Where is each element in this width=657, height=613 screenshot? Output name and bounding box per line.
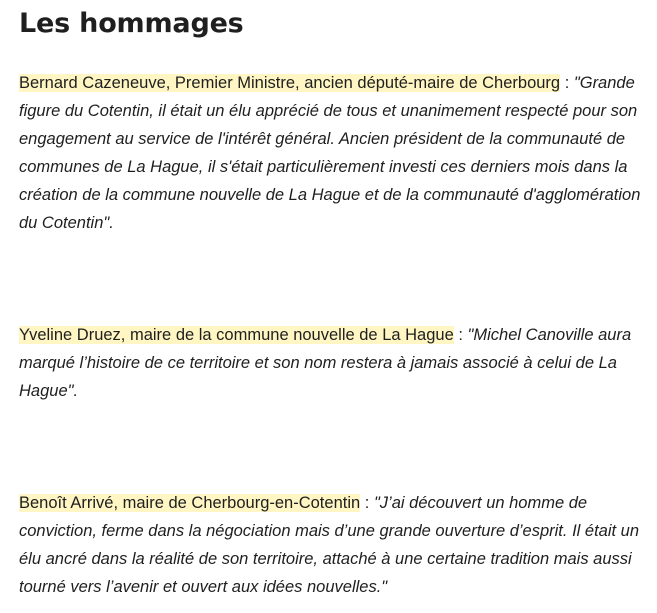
tribute-quote: "Michel Canoville aura marqué l’histoire de ce territoire et son nom restera à jamais associé à celui de La Hague". xyxy=(19,326,632,400)
tribute-separator: : xyxy=(360,494,374,512)
tribute-separator: : xyxy=(453,326,468,344)
section-title: Les hommages xyxy=(19,8,244,39)
tribute-author: Bernard Cazeneuve, Premier Ministre, ancien député-maire de Cherbourg xyxy=(19,74,561,92)
tribute-paragraph xyxy=(19,489,647,601)
tribute-quote: "Grande figure du Cotentin, il était un élu apprécié de tous et unanimement respecté pour son engagement au service de l'intérêt général. Ancien président de la communauté de communes de La Hague, il s'était particulièrement investi ces derniers mois dans la création de la commune nouvelle de La Hague et de la communauté d'agglomération du Cotentin". xyxy=(19,74,641,232)
tribute-author: Benoît Arrivé, maire de Cherbourg-en-Cotentin xyxy=(19,494,361,512)
tribute-paragraph xyxy=(19,69,647,237)
tribute-quote: "J’ai découvert un homme de conviction, ferme dans la négociation mais d’une grande ouverture d’esprit. Il était un élu ancré dans la réalité de son territoire, attaché à une certaine tradition mais aussi tourné vers l’avenir et ouvert aux idées nouvelles." xyxy=(19,494,640,596)
tribute-paragraph xyxy=(19,321,647,405)
tribute-author: Yveline Druez, maire de la commune nouvelle de La Hague xyxy=(19,326,454,344)
tribute-separator: : xyxy=(560,74,574,92)
